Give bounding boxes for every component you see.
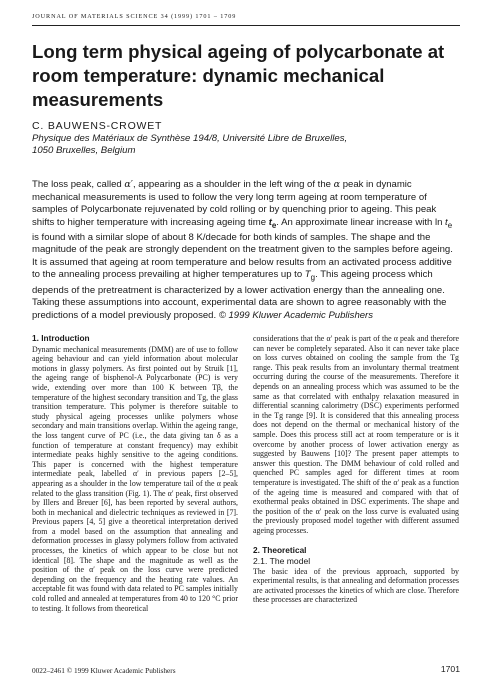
abstract-text: , appearing as a shoulder in the left wing of the — [132, 179, 334, 190]
abstract-symbol: α′ — [124, 179, 133, 190]
abstract-subscript: e — [447, 220, 453, 230]
section-heading-introduction: 1. Introduction — [32, 333, 90, 343]
abstract-subscript: g — [310, 273, 316, 283]
abstract-text: . This ageing process which depends of the pretreatment is characterized by a lower activation energy than the annealing one. Taking these assumptions into account, experimental data are shown to agree reasonably with the predictions of a model previously proposed. — [32, 269, 447, 321]
abstract-text: is found with a similar slope of about 8 K/decade for both kinds of samples. The shape and the magnitude of the peak are strongly dependent on the treatment given to the samples before ageing. It is assumed that ageing at room temperature and below results from an activated process additive to the annealing process prevailing at higher temperatures up to — [32, 231, 453, 281]
affiliation-line-2: 1050 Bruxelles, Belgium — [32, 145, 136, 156]
abstract-text: peak in dynamic mechanical measurements is used to follow the very long term ageing at room temperature of samples of Polycarbonate rejuvenated by cold rolling or by quenching prior to ageing. This peak shifts to higher temperature with increasing ageing time — [32, 179, 437, 228]
copyright-notice: © 1999 Kluwer Academic Publishers — [218, 309, 374, 321]
introduction-continued-body: considerations that the α′ peak is part of the α peak and therefore can never be completely separated. Also it can never take place on loss curves obtained on cooling the sample from the Tg range. This peak results from an involuntary thermal treatment occurring during the course of the measurements. Therefore it depends on an annealing process which was assumed to be the same as that correlated with enthalpy relaxation measured in differential scanning calorimetry (DSC) experiments performed in the Tg range [9]. It is considered that this annealing process does not depend on the thermal or mechanical history of the sample. Does this process still act at room temperature or is it overcome by another process of lower activation energy as suggested by Bauwens [10]? The present paper attempts to answer this question. The DMM behaviour of cold rolled and quenched PC samples aged for different times at room temperature is investigated. The shift of the α′ peak as a function of the ageing time is measured and compared with that of exothermal peaks obtained in DSC experiments. The shape and the position of the α′ peak on the loss curve is evaluated using the previously proposed model together with different assumed ageing processes. — [253, 334, 459, 535]
model-body: The basic idea of the previous approach, supported by experimental results, is that annealing and deformation processes are activated processes the kinetics of which are close. Therefore these processes are characterized — [253, 566, 459, 605]
section-heading-theoretical: 2. Theoretical — [253, 545, 307, 556]
abstract-symbol: T — [304, 269, 311, 281]
left-column — [32, 334, 238, 613]
abstract-symbol: α — [333, 179, 341, 190]
header-rule — [32, 25, 460, 26]
page-number: 1701 — [440, 664, 460, 674]
journal-header: JOURNAL OF MATERIALS SCIENCE 34 (1999) 1701 – 1709 — [32, 13, 237, 20]
abstract-symbol: t — [268, 216, 272, 228]
abstract-text: . An approximate linear increase with ln — [276, 216, 446, 228]
right-column — [253, 334, 459, 605]
abstract-symbol: t — [445, 216, 448, 228]
abstract-text: The loss peak, called — [32, 179, 125, 190]
article-title: Long term physical ageing of polycarbonate at room temperature: dynamic mechanical measurements — [32, 41, 445, 110]
introduction-body: Dynamic mechanical measurements (DMM) are of use to follow ageing behaviour and can yield information about molecular motions in glassy polymers. As first pointed out by Struik [1], the ageing range of bisphenol-A Polycarbonate (PC) is very wide, extending over more than 100 K between Tβ, the temperature of the highest secondary transition and Tg, the glass transition temperature. This polymer is therefore suitable to study physical ageing processes unlike polymers whose secondary and main transitions overlap. Within the ageing range, the loss tangent curve of PC (i.e., the data giving tan δ as a function of temperature at constant frequency) may exhibit intermediate peaks highly sensitive to the ageing conditions. This paper is concerned with the highest temperature intermediate peak, labelled α′ in previous papers [2–5], appearing as a shoulder in the low temperature tail of the α peak related to the glass transition (Fig. 1). The α′ peak, first observed by Illers and Breuer [6], has been reported by several authors, both in mechanical and dielectric techniques as reviewed in [7]. Previous papers [4, 5] give a theoretical interpretation derived from a model based on the assumption that annealing and deformation processes in glassy polymers follow from activated processes, the kinetics of which appear to be close but not identical [8]. The shape and the magnitude as well as the position of the α′ peak on the loss curve were predicted depending on the frequency and the heating rate values. An acceptable fit was found with data related to PC samples initially cold rolled and annealed at temperatures from 40 to 120 °C prior to testing. It follows from theoretical — [32, 344, 238, 613]
author-affiliation — [32, 133, 362, 157]
affiliation-line-1: Physique des Matériaux de Synthèse 194/8, Université Libre de Bruxelles, — [32, 133, 348, 144]
author-name: C. BAUWENS-CROWET — [32, 120, 163, 132]
abstract — [32, 179, 460, 322]
subsection-heading-model: 2.1. The model — [253, 556, 311, 567]
footer-copyright: 0022–2461 © 1999 Kluwer Academic Publishers — [32, 666, 176, 675]
abstract-subscript: e — [271, 220, 277, 230]
